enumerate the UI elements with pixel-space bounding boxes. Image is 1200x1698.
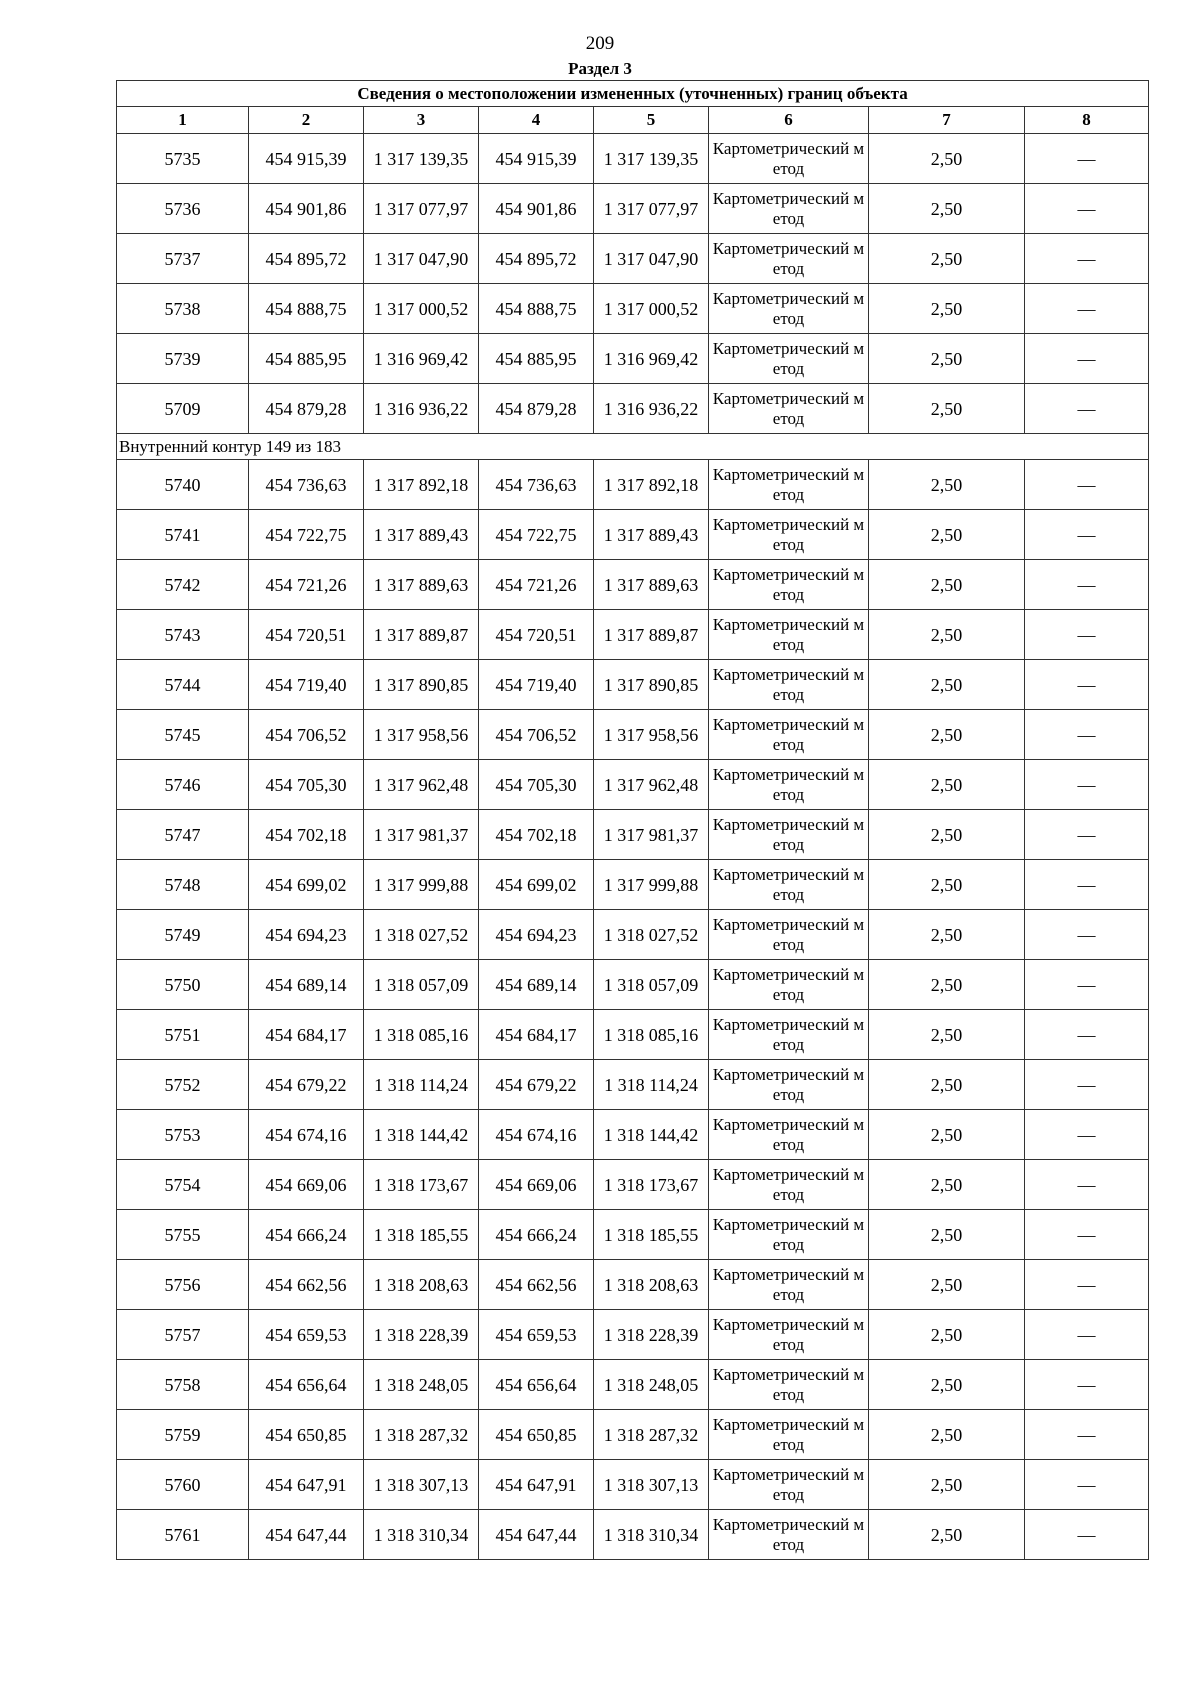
cell-x-old: 454 694,23	[249, 910, 364, 960]
cell-x-old: 454 684,17	[249, 1010, 364, 1060]
cell-y-old: 1 317 077,97	[364, 184, 479, 234]
table-row	[117, 810, 1149, 860]
cell-x-old: 454 647,44	[249, 1510, 364, 1560]
cell-x-old: 454 885,95	[249, 334, 364, 384]
cell-method: Картометрический метод	[709, 134, 869, 184]
cell-point-number: 5752	[117, 1060, 249, 1110]
table-row	[117, 560, 1149, 610]
cell-precision: 2,50	[869, 184, 1025, 234]
cell-method: Картометрический метод	[709, 1260, 869, 1310]
cell-description: —	[1025, 1360, 1149, 1410]
cell-x-old: 454 895,72	[249, 234, 364, 284]
cell-method: Картометрический метод	[709, 1360, 869, 1410]
cell-x-new: 454 895,72	[479, 234, 594, 284]
cell-description: —	[1025, 1060, 1149, 1110]
table-row	[117, 1160, 1149, 1210]
cell-precision: 2,50	[869, 960, 1025, 1010]
cell-x-old: 454 879,28	[249, 384, 364, 434]
cell-y-old: 1 317 958,56	[364, 710, 479, 760]
cell-x-old: 454 679,22	[249, 1060, 364, 1110]
column-number: 2	[249, 107, 364, 134]
table-row	[117, 760, 1149, 810]
cell-description: —	[1025, 910, 1149, 960]
cell-point-number: 5760	[117, 1460, 249, 1510]
cell-x-old: 454 666,24	[249, 1210, 364, 1260]
table-row	[117, 510, 1149, 560]
cell-y-old: 1 318 114,24	[364, 1060, 479, 1110]
cell-point-number: 5750	[117, 960, 249, 1010]
cell-y-new: 1 318 185,55	[594, 1210, 709, 1260]
cell-y-old: 1 318 307,13	[364, 1460, 479, 1510]
cell-y-old: 1 317 962,48	[364, 760, 479, 810]
table-row	[117, 1110, 1149, 1160]
cell-x-old: 454 662,56	[249, 1260, 364, 1310]
cell-point-number: 5735	[117, 134, 249, 184]
cell-description: —	[1025, 1410, 1149, 1460]
cell-y-old: 1 318 228,39	[364, 1310, 479, 1360]
cell-precision: 2,50	[869, 1260, 1025, 1310]
cell-x-old: 454 669,06	[249, 1160, 364, 1210]
cell-point-number: 5740	[117, 460, 249, 510]
cell-x-new: 454 689,14	[479, 960, 594, 1010]
cell-description: —	[1025, 860, 1149, 910]
cell-method: Картометрический метод	[709, 660, 869, 710]
cell-description: —	[1025, 1110, 1149, 1160]
cell-y-new: 1 317 889,87	[594, 610, 709, 660]
cell-precision: 2,50	[869, 710, 1025, 760]
cell-method: Картометрический метод	[709, 1160, 869, 1210]
cell-point-number: 5749	[117, 910, 249, 960]
cell-point-number: 5754	[117, 1160, 249, 1210]
cell-y-new: 1 316 936,22	[594, 384, 709, 434]
cell-point-number: 5761	[117, 1510, 249, 1560]
cell-precision: 2,50	[869, 234, 1025, 284]
cell-description: —	[1025, 384, 1149, 434]
cell-x-old: 454 888,75	[249, 284, 364, 334]
table-row	[117, 1310, 1149, 1360]
table-row	[117, 660, 1149, 710]
cell-description: —	[1025, 660, 1149, 710]
cell-precision: 2,50	[869, 134, 1025, 184]
cell-x-old: 454 736,63	[249, 460, 364, 510]
cell-x-new: 454 669,06	[479, 1160, 594, 1210]
cell-description: —	[1025, 1510, 1149, 1560]
cell-method: Картометрический метод	[709, 1410, 869, 1460]
cell-method: Картометрический метод	[709, 810, 869, 860]
cell-y-new: 1 318 310,34	[594, 1510, 709, 1560]
cell-x-new: 454 915,39	[479, 134, 594, 184]
cell-y-new: 1 318 114,24	[594, 1060, 709, 1110]
cell-y-old: 1 317 139,35	[364, 134, 479, 184]
cell-method: Картометрический метод	[709, 860, 869, 910]
cell-x-old: 454 674,16	[249, 1110, 364, 1160]
cell-method: Картометрический метод	[709, 760, 869, 810]
cell-x-new: 454 888,75	[479, 284, 594, 334]
cell-precision: 2,50	[869, 1310, 1025, 1360]
cell-x-old: 454 915,39	[249, 134, 364, 184]
cell-x-old: 454 647,91	[249, 1460, 364, 1510]
cell-method: Картометрический метод	[709, 1310, 869, 1360]
cell-point-number: 5745	[117, 710, 249, 760]
contour-row	[117, 434, 1149, 460]
cell-precision: 2,50	[869, 384, 1025, 434]
cell-x-new: 454 679,22	[479, 1060, 594, 1110]
cell-y-new: 1 318 287,32	[594, 1410, 709, 1460]
column-numbers-row	[117, 107, 1149, 134]
cell-x-old: 454 656,64	[249, 1360, 364, 1410]
cell-precision: 2,50	[869, 1410, 1025, 1460]
table-caption: Сведения о местоположении измененных (уточненных) границ объекта	[117, 81, 1149, 107]
cell-y-old: 1 318 085,16	[364, 1010, 479, 1060]
cell-precision: 2,50	[869, 860, 1025, 910]
cell-precision: 2,50	[869, 810, 1025, 860]
cell-method: Картометрический метод	[709, 560, 869, 610]
cell-precision: 2,50	[869, 660, 1025, 710]
cell-description: —	[1025, 960, 1149, 1010]
cell-x-old: 454 901,86	[249, 184, 364, 234]
cell-x-new: 454 901,86	[479, 184, 594, 234]
cell-x-old: 454 721,26	[249, 560, 364, 610]
cell-method: Картометрический метод	[709, 710, 869, 760]
cell-description: —	[1025, 1260, 1149, 1310]
table-row	[117, 134, 1149, 184]
coordinates-table	[116, 80, 1149, 1560]
cell-y-old: 1 318 057,09	[364, 960, 479, 1010]
cell-precision: 2,50	[869, 1160, 1025, 1210]
cell-point-number: 5753	[117, 1110, 249, 1160]
cell-y-new: 1 318 173,67	[594, 1160, 709, 1210]
page-number: 209	[585, 33, 615, 54]
cell-method: Картометрический метод	[709, 960, 869, 1010]
cell-y-old: 1 317 889,63	[364, 560, 479, 610]
cell-precision: 2,50	[869, 1510, 1025, 1560]
cell-x-new: 454 684,17	[479, 1010, 594, 1060]
cell-point-number: 5751	[117, 1010, 249, 1060]
column-number: 1	[117, 107, 249, 134]
cell-description: —	[1025, 334, 1149, 384]
column-number: 5	[594, 107, 709, 134]
cell-x-new: 454 736,63	[479, 460, 594, 510]
cell-description: —	[1025, 760, 1149, 810]
column-number: 4	[479, 107, 594, 134]
cell-x-new: 454 705,30	[479, 760, 594, 810]
cell-x-new: 454 702,18	[479, 810, 594, 860]
cell-y-old: 1 318 208,63	[364, 1260, 479, 1310]
cell-x-new: 454 720,51	[479, 610, 594, 660]
cell-y-new: 1 318 057,09	[594, 960, 709, 1010]
table-row	[117, 910, 1149, 960]
table-row	[117, 1510, 1149, 1560]
cell-description: —	[1025, 284, 1149, 334]
table-row	[117, 1210, 1149, 1260]
table-row	[117, 234, 1149, 284]
cell-y-old: 1 318 287,32	[364, 1410, 479, 1460]
cell-x-new: 454 879,28	[479, 384, 594, 434]
cell-precision: 2,50	[869, 760, 1025, 810]
cell-x-new: 454 647,44	[479, 1510, 594, 1560]
cell-method: Картометрический метод	[709, 1010, 869, 1060]
cell-precision: 2,50	[869, 1460, 1025, 1510]
cell-y-old: 1 317 889,43	[364, 510, 479, 560]
cell-x-old: 454 719,40	[249, 660, 364, 710]
cell-x-old: 454 720,51	[249, 610, 364, 660]
cell-description: —	[1025, 510, 1149, 560]
cell-method: Картометрический метод	[709, 1060, 869, 1110]
cell-method: Картометрический метод	[709, 1510, 869, 1560]
cell-precision: 2,50	[869, 910, 1025, 960]
cell-method: Картометрический метод	[709, 1210, 869, 1260]
cell-y-new: 1 318 248,05	[594, 1360, 709, 1410]
cell-point-number: 5757	[117, 1310, 249, 1360]
cell-y-new: 1 316 969,42	[594, 334, 709, 384]
cell-method: Картометрический метод	[709, 284, 869, 334]
cell-precision: 2,50	[869, 1060, 1025, 1110]
cell-precision: 2,50	[869, 610, 1025, 660]
cell-y-new: 1 318 208,63	[594, 1260, 709, 1310]
cell-y-old: 1 317 981,37	[364, 810, 479, 860]
cell-y-old: 1 317 892,18	[364, 460, 479, 510]
cell-precision: 2,50	[869, 460, 1025, 510]
cell-point-number: 5746	[117, 760, 249, 810]
column-number: 6	[709, 107, 869, 134]
cell-description: —	[1025, 234, 1149, 284]
cell-y-old: 1 318 185,55	[364, 1210, 479, 1260]
cell-x-old: 454 659,53	[249, 1310, 364, 1360]
table-row	[117, 1360, 1149, 1410]
cell-point-number: 5709	[117, 384, 249, 434]
table-row	[117, 1460, 1149, 1510]
cell-x-new: 454 719,40	[479, 660, 594, 710]
cell-y-old: 1 317 047,90	[364, 234, 479, 284]
cell-description: —	[1025, 460, 1149, 510]
cell-y-new: 1 318 228,39	[594, 1310, 709, 1360]
table-row	[117, 960, 1149, 1010]
table-body	[117, 134, 1149, 1560]
cell-x-old: 454 650,85	[249, 1410, 364, 1460]
cell-y-new: 1 318 027,52	[594, 910, 709, 960]
cell-description: —	[1025, 560, 1149, 610]
cell-point-number: 5742	[117, 560, 249, 610]
cell-point-number: 5756	[117, 1260, 249, 1310]
column-number: 3	[364, 107, 479, 134]
cell-x-new: 454 674,16	[479, 1110, 594, 1160]
cell-x-old: 454 706,52	[249, 710, 364, 760]
column-number: 8	[1025, 107, 1149, 134]
table-row	[117, 1410, 1149, 1460]
cell-y-old: 1 317 889,87	[364, 610, 479, 660]
cell-y-new: 1 318 307,13	[594, 1460, 709, 1510]
cell-point-number: 5758	[117, 1360, 249, 1410]
cell-x-new: 454 885,95	[479, 334, 594, 384]
cell-point-number: 5759	[117, 1410, 249, 1460]
cell-x-new: 454 656,64	[479, 1360, 594, 1410]
cell-description: —	[1025, 810, 1149, 860]
cell-y-new: 1 318 085,16	[594, 1010, 709, 1060]
cell-y-old: 1 317 999,88	[364, 860, 479, 910]
cell-y-old: 1 318 027,52	[364, 910, 479, 960]
cell-x-old: 454 702,18	[249, 810, 364, 860]
cell-point-number: 5755	[117, 1210, 249, 1260]
cell-description: —	[1025, 1160, 1149, 1210]
cell-method: Картометрический метод	[709, 234, 869, 284]
cell-x-old: 454 689,14	[249, 960, 364, 1010]
table-row	[117, 1260, 1149, 1310]
cell-y-old: 1 316 969,42	[364, 334, 479, 384]
cell-x-old: 454 722,75	[249, 510, 364, 560]
cell-y-old: 1 316 936,22	[364, 384, 479, 434]
cell-y-new: 1 317 889,63	[594, 560, 709, 610]
cell-y-new: 1 317 077,97	[594, 184, 709, 234]
cell-y-new: 1 317 000,52	[594, 284, 709, 334]
cell-description: —	[1025, 1460, 1149, 1510]
cell-description: —	[1025, 1010, 1149, 1060]
cell-x-new: 454 699,02	[479, 860, 594, 910]
cell-point-number: 5747	[117, 810, 249, 860]
cell-x-new: 454 662,56	[479, 1260, 594, 1310]
table-row	[117, 334, 1149, 384]
cell-x-new: 454 721,26	[479, 560, 594, 610]
cell-point-number: 5737	[117, 234, 249, 284]
column-number: 7	[869, 107, 1025, 134]
cell-description: —	[1025, 610, 1149, 660]
table-row	[117, 610, 1149, 660]
cell-x-new: 454 659,53	[479, 1310, 594, 1360]
cell-precision: 2,50	[869, 1210, 1025, 1260]
table-row	[117, 460, 1149, 510]
cell-y-new: 1 317 139,35	[594, 134, 709, 184]
cell-method: Картометрический метод	[709, 460, 869, 510]
cell-method: Картометрический метод	[709, 184, 869, 234]
cell-y-new: 1 317 892,18	[594, 460, 709, 510]
table-row	[117, 184, 1149, 234]
cell-y-new: 1 318 144,42	[594, 1110, 709, 1160]
cell-x-new: 454 650,85	[479, 1410, 594, 1460]
cell-precision: 2,50	[869, 1360, 1025, 1410]
cell-x-new: 454 722,75	[479, 510, 594, 560]
cell-method: Картометрический метод	[709, 1460, 869, 1510]
cell-y-old: 1 317 890,85	[364, 660, 479, 710]
table-row	[117, 284, 1149, 334]
table-caption-row	[117, 81, 1149, 107]
cell-y-new: 1 317 962,48	[594, 760, 709, 810]
cell-x-new: 454 706,52	[479, 710, 594, 760]
cell-precision: 2,50	[869, 560, 1025, 610]
cell-description: —	[1025, 134, 1149, 184]
cell-point-number: 5743	[117, 610, 249, 660]
cell-method: Картометрический метод	[709, 334, 869, 384]
cell-precision: 2,50	[869, 284, 1025, 334]
cell-y-new: 1 317 981,37	[594, 810, 709, 860]
cell-y-old: 1 318 173,67	[364, 1160, 479, 1210]
contour-label: Внутренний контур 149 из 183	[117, 434, 1149, 460]
table-row	[117, 1010, 1149, 1060]
cell-precision: 2,50	[869, 334, 1025, 384]
cell-description: —	[1025, 710, 1149, 760]
cell-x-new: 454 647,91	[479, 1460, 594, 1510]
cell-point-number: 5738	[117, 284, 249, 334]
cell-point-number: 5739	[117, 334, 249, 384]
cell-point-number: 5736	[117, 184, 249, 234]
table-row	[117, 860, 1149, 910]
cell-method: Картометрический метод	[709, 510, 869, 560]
cell-point-number: 5744	[117, 660, 249, 710]
cell-x-new: 454 666,24	[479, 1210, 594, 1260]
cell-method: Картометрический метод	[709, 384, 869, 434]
cell-method: Картометрический метод	[709, 610, 869, 660]
table-row	[117, 1060, 1149, 1110]
cell-precision: 2,50	[869, 1110, 1025, 1160]
cell-x-new: 454 694,23	[479, 910, 594, 960]
section-title: Раздел 3	[568, 59, 632, 78]
cell-description: —	[1025, 1210, 1149, 1260]
table-row	[117, 384, 1149, 434]
cell-x-old: 454 705,30	[249, 760, 364, 810]
cell-y-old: 1 317 000,52	[364, 284, 479, 334]
cell-description: —	[1025, 184, 1149, 234]
cell-method: Картометрический метод	[709, 1110, 869, 1160]
cell-y-old: 1 318 248,05	[364, 1360, 479, 1410]
cell-x-old: 454 699,02	[249, 860, 364, 910]
cell-y-new: 1 317 047,90	[594, 234, 709, 284]
cell-y-old: 1 318 310,34	[364, 1510, 479, 1560]
cell-point-number: 5748	[117, 860, 249, 910]
cell-y-new: 1 317 958,56	[594, 710, 709, 760]
cell-y-new: 1 317 999,88	[594, 860, 709, 910]
cell-method: Картометрический метод	[709, 910, 869, 960]
cell-y-new: 1 317 889,43	[594, 510, 709, 560]
cell-description: —	[1025, 1310, 1149, 1360]
cell-point-number: 5741	[117, 510, 249, 560]
cell-y-new: 1 317 890,85	[594, 660, 709, 710]
cell-precision: 2,50	[869, 1010, 1025, 1060]
cell-precision: 2,50	[869, 510, 1025, 560]
cell-y-old: 1 318 144,42	[364, 1110, 479, 1160]
table-row	[117, 710, 1149, 760]
